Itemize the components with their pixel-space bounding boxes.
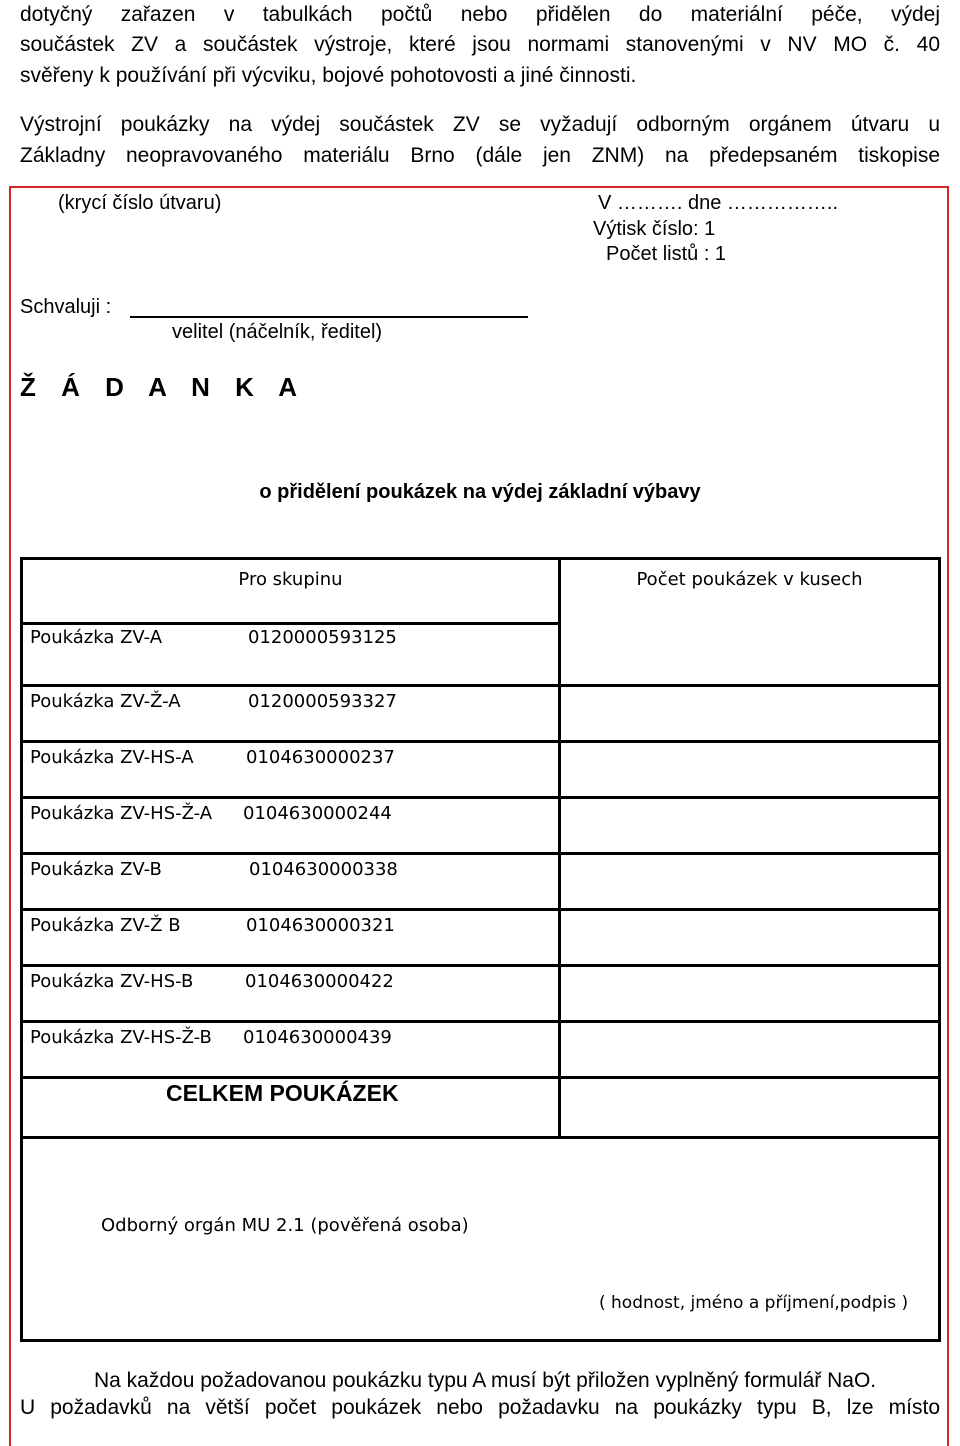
form-subtitle: o přidělení poukázek na výdej základní výbavy — [259, 481, 701, 503]
intro-line-2: součástek ZV a součástek výstroje, které jsou normami stanovenými v NV MO č. 40 — [20, 33, 940, 56]
unit-code-label: (krycí číslo útvaru) — [58, 192, 222, 214]
approver-role: velitel (náčelník, ředitel) — [172, 321, 383, 343]
footnote-line-2: U požadavků na větší počet poukázek nebo požadavku na poukázky typu B, lze místo — [20, 1396, 940, 1419]
approver-signature-line — [130, 316, 528, 318]
signature-caption: ( hodnost, jméno a příjmení,podpis ) — [599, 1293, 909, 1313]
count-input-zv-hs-z-a[interactable] — [564, 799, 935, 851]
voucher-name: Poukázka ZV-Ž B — [30, 915, 181, 936]
total-label: CELKEM POUKÁZEK — [166, 1080, 399, 1106]
count-input-zv-hs-z-b[interactable] — [564, 1023, 935, 1075]
intro-line-1: dotyčný zařazen v tabulkách počtů nebo přidělen do materiální péče, výdej — [20, 3, 940, 26]
voucher-name: Poukázka ZV-Ž-A — [30, 691, 181, 712]
intro-line-4: Výstrojní poukázky na výdej součástek ZV se vyžadují odborným orgánem útvaru u — [20, 113, 940, 136]
table-rule — [23, 622, 558, 625]
count-input-total[interactable] — [564, 1079, 935, 1135]
voucher-code: 0104630000338 — [249, 859, 398, 880]
table-rule — [23, 1136, 938, 1139]
intro-line-5: Základny neopravovaného materiálu Brno (dále jen ZNM) na předepsaném tiskopise — [20, 144, 940, 167]
voucher-code: 0104630000422 — [245, 971, 394, 992]
count-input-zv-hs-a[interactable] — [564, 743, 935, 795]
voucher-name: Poukázka ZV-A — [30, 627, 163, 648]
voucher-code: 0104630000439 — [243, 1027, 392, 1048]
voucher-code: 0120000593327 — [248, 691, 397, 712]
count-input-zv-b[interactable] — [564, 855, 935, 907]
form-title: Ž Á D A N K A — [20, 372, 306, 402]
count-input-zv-hs-b[interactable] — [564, 967, 935, 1019]
responsible-organ-label: Odborný orgán MU 2.1 (pověřená osoba) — [101, 1215, 469, 1236]
voucher-name: Poukázka ZV-HS-A — [30, 747, 194, 768]
voucher-name: Poukázka ZV-HS-Ž-A — [30, 803, 213, 824]
approve-label: Schvaluji : — [20, 296, 112, 318]
voucher-table — [20, 557, 941, 1342]
voucher-code: 0104630000321 — [246, 915, 395, 936]
voucher-name: Poukázka ZV-B — [30, 859, 162, 880]
place-date-field: V ………. dne …………….. — [598, 192, 839, 214]
voucher-name: Poukázka ZV-HS-Ž-B — [30, 1027, 212, 1048]
voucher-code: 0120000593125 — [248, 627, 397, 648]
header-count: Počet poukázek v kusech — [636, 569, 863, 590]
header-group: Pro skupinu — [238, 569, 343, 590]
voucher-code: 0104630000244 — [243, 803, 392, 824]
count-input-zv-z-b[interactable] — [564, 911, 935, 963]
count-input-zv-z-a[interactable] — [564, 687, 935, 739]
voucher-code: 0104630000237 — [246, 747, 395, 768]
count-input-zv-a[interactable] — [564, 622, 935, 680]
sheet-count: Počet listů : 1 — [606, 243, 727, 265]
voucher-name: Poukázka ZV-HS-B — [30, 971, 194, 992]
intro-line-3: svěřeny k používání při výcviku, bojové pohotovosti a jiné činnosti. — [20, 64, 637, 87]
copy-number: Výtisk číslo: 1 — [593, 218, 716, 240]
table-column-divider — [558, 560, 561, 1136]
footnote-line-1: Na každou požadovanou poukázku typu A musí být přiložen vyplněný formulář NaO. — [94, 1369, 877, 1392]
